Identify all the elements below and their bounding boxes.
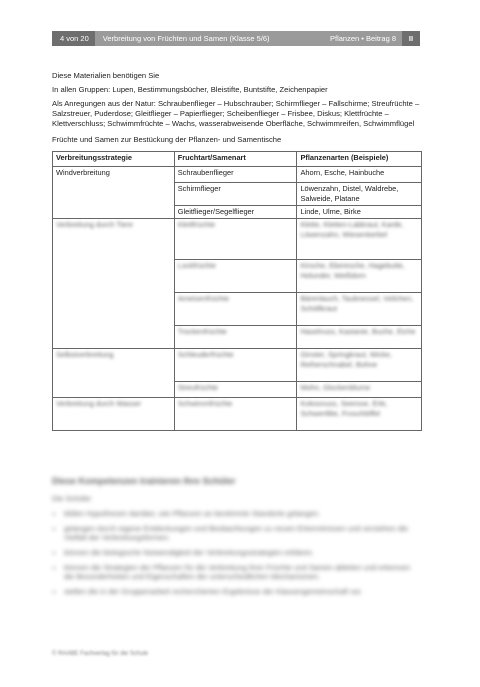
list-item: • können die Strategien der Pflanzen für die Verbreitung ihrer Früchte und Samen ableiten und erkennen die Besonderheiten und Eigenschaften der unterschiedlichen Mechanismen. (64, 563, 422, 581)
level-badge: II (402, 31, 420, 46)
type-cell: Schleuderfrüchte (174, 349, 297, 382)
examples-cell: Kirsche, Eberesche, Hagebutte, Holunder, Weißdorn (297, 260, 422, 293)
materials-groups: In allen Gruppen: Lupen, Bestimmungsbücher, Bleistifte, Buntstifte, Zeichenpapier (52, 85, 328, 94)
materials-heading: Diese Materialien benötigen Sie (52, 71, 160, 80)
col-header-examples: Pflanzenarten (Beispiele) (297, 152, 422, 167)
type-cell: Lockfrüchte (174, 260, 297, 293)
page-number: 4 von 20 (52, 31, 95, 46)
list-item: • bilden Hypothesen darüber, wie Pflanzen an bestimmte Standorte gelangen. (64, 509, 422, 518)
materials-nature: Als Anregungen aus der Natur: Schraubenflieger – Hubschrauber; Schirmflieger – Fallschirme; Streufrüchte – Salzstreuer, Puderdose; Gleitflieger – Papierflieger; Scheibenflieger – Frisbee, Diskus; Klettfrüchte – Klettverschluss; Schwimmfrüchte – Wachs, wasserabweisende Oberfläche, Schwimmreifen, Schwimmflügel (52, 99, 420, 128)
examples-cell: Linde, Ulme, Birke (297, 206, 422, 219)
strategy-cell: Selbstverbreitung (53, 349, 175, 398)
competences-section (52, 476, 422, 602)
examples-cell: Kokosnuss, Seerose, Erle, Schwertlilie, Froschlöffel (297, 398, 422, 431)
examples-cell: Ahorn, Esche, Hainbuche (297, 167, 422, 183)
competences-heading: Diese Kompetenzen trainieren Ihre Schüler (52, 476, 236, 486)
header-tag: Pflanzen • Beitrag 8 (330, 34, 396, 43)
list-item: • stellen die in der Gruppenarbeit recherchierten Ergebnisse der Klassengemeinschaft vor. (64, 587, 422, 596)
col-header-strategy: Verbreitungsstrategie (53, 152, 175, 167)
seed-table (52, 151, 422, 431)
page-footer: © RAABE Fachverlag für die Schule (52, 651, 149, 657)
table-row (53, 167, 422, 183)
materials-section (52, 71, 422, 431)
examples-cell: Klette, Kletten-Labkraut, Karde, Löwenzahn, Wiesenkerbel (297, 219, 422, 260)
list-item: • können die biologische Notwendigkeit der Verbreitungsstrategien erklären. (64, 548, 422, 557)
examples-cell: Mohn, Glockenblume (297, 382, 422, 398)
table-caption: Früchte und Samen zur Bestückung der Pflanzen- und Samentische (52, 135, 282, 144)
page-header (52, 31, 420, 46)
table-header-row (53, 152, 422, 167)
strategy-cell: Verbreitung durch Wasser (53, 398, 175, 431)
type-cell: Klettfrüchte (174, 219, 297, 260)
type-cell: Gleitflieger/Segelflieger (174, 206, 297, 219)
strategy-cell: Windverbreitung (53, 167, 175, 219)
examples-cell: Haselnuss, Kastanie, Buche, Eiche (297, 326, 422, 349)
type-cell: Schwimmfrüchte (174, 398, 297, 431)
type-cell: Trockenfrüchte (174, 326, 297, 349)
col-header-type: Fruchtart/Samenart (174, 152, 297, 167)
header-title: Verbreitung von Früchten und Samen (Klasse 5/6) (102, 34, 270, 43)
table-row (53, 219, 422, 260)
examples-cell: Bärenlauch, Taubnessel, Veilchen, Schöllkraut (297, 293, 422, 326)
strategy-cell: Verbreitung durch Tiere (53, 219, 175, 349)
examples-cell: Löwenzahn, Distel, Waldrebe, Salweide, Platane (297, 183, 422, 206)
examples-cell: Ginster, Springkraut, Wicke, Reiherschnabel, Bohne (297, 349, 422, 382)
type-cell: Ameisenfrüchte (174, 293, 297, 326)
type-cell: Schirmflieger (174, 183, 297, 206)
type-cell: Schraubenflieger (174, 167, 297, 183)
type-cell: Streufrüchte (174, 382, 297, 398)
list-item: • gelangen durch eigene Entdeckungen und Beobachtungen zu neuen Erkenntnissen und verstehen die Vielfalt der Verbreitungsformen. (64, 524, 422, 542)
table-row (53, 398, 422, 431)
competences-list (52, 509, 422, 596)
competences-lead: Die Schüler (52, 494, 92, 503)
table-row (53, 349, 422, 382)
